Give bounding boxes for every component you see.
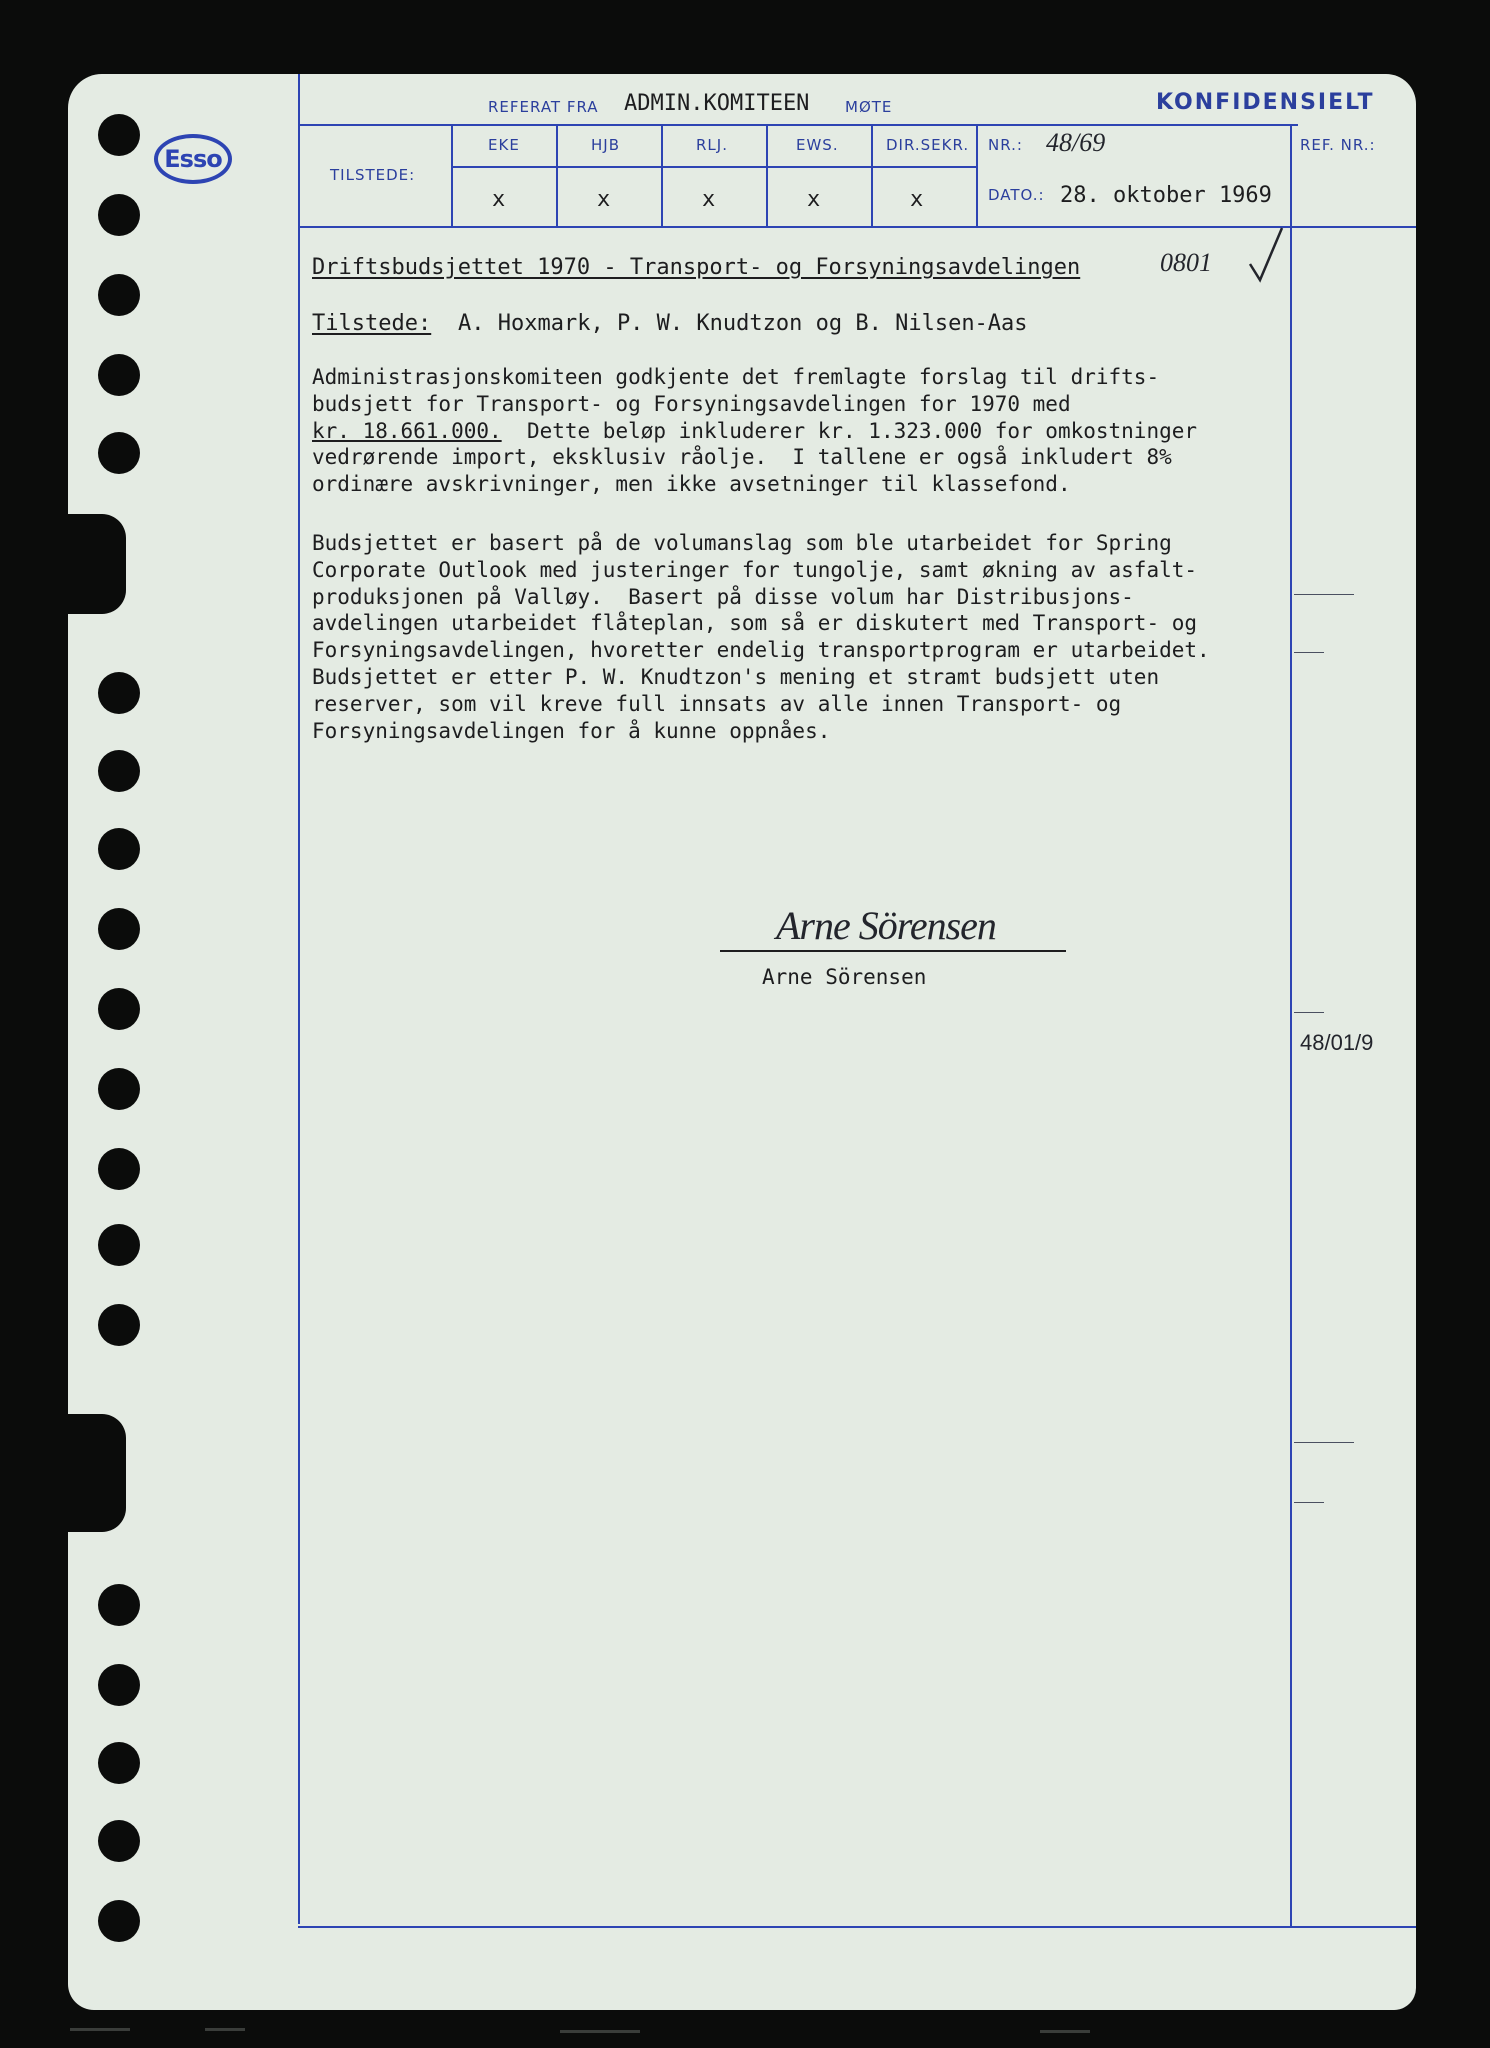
memo-sheet	[68, 74, 1416, 2010]
grid-divider	[976, 126, 978, 226]
esso-logo	[154, 134, 232, 184]
grid-divider	[661, 126, 663, 226]
column-header-eke: EKE	[488, 136, 520, 154]
binder-tab	[68, 514, 126, 614]
paragraph-line: vedrørende import, eksklusiv råolje. I tallene er også inkludert 8%	[312, 445, 1172, 470]
grid-divider	[556, 126, 558, 226]
paragraph-line: Administrasjonskomiteen godkjente det fremlagte forslag til drifts-	[312, 365, 1160, 389]
signature-line	[720, 950, 1066, 952]
committee-name: ADMIN.KOMITEEN	[624, 91, 810, 116]
paragraph-line: Budsjettet er basert på de volumanslag som ble utarbeidet for Spring	[312, 531, 1172, 555]
punch-hole	[98, 1664, 140, 1706]
budget-amount: kr. 18.661.000.	[312, 418, 502, 443]
punch-hole	[98, 274, 140, 316]
ref-nr-label: REF. NR.:	[1300, 136, 1376, 154]
filing-annotation: 0801	[1160, 248, 1212, 277]
punch-hole	[98, 988, 140, 1030]
attendance-mark: x	[702, 187, 716, 212]
signatory-name: Arne Sörensen	[762, 965, 927, 989]
attendance-mark: x	[492, 187, 506, 212]
footer-rule	[298, 1926, 1416, 1928]
punch-hole	[98, 1224, 140, 1266]
punch-hole	[98, 1900, 140, 1942]
margin-tick	[1294, 1442, 1354, 1443]
handwritten-signature: Arne Sörensen	[776, 903, 996, 948]
punch-hole	[98, 1820, 140, 1862]
paper-scrap	[1040, 2030, 1090, 2033]
paper-scrap	[70, 2028, 130, 2031]
esso-logo-text: Esso	[164, 145, 222, 173]
attendance-mark: x	[910, 187, 924, 212]
punch-hole	[98, 194, 140, 236]
header-rule	[298, 124, 1298, 126]
confidential-label: KONFIDENSIELT	[1156, 90, 1375, 115]
left-margin-rule	[298, 74, 300, 1924]
punch-hole	[98, 1584, 140, 1626]
column-header-hjb: HJB	[591, 136, 620, 154]
nr-value: 48/69	[1046, 128, 1106, 157]
present-names: A. Hoxmark, P. W. Knudtzon og B. Nilsen-Aas	[458, 311, 1028, 336]
punch-hole	[98, 1148, 140, 1190]
dato-value: 28. oktober 1969	[1060, 183, 1272, 208]
paragraph-line: Corporate Outlook med justeringer for tungolje, samt økning av asfalt-	[312, 557, 1198, 582]
punch-hole	[98, 672, 140, 714]
margin-tick	[1294, 1502, 1324, 1503]
checkmark-icon	[1246, 224, 1286, 284]
dato-label: DATO.:	[988, 186, 1045, 204]
nr-label: NR.:	[988, 136, 1023, 154]
paragraph-line: budsjett for Transport- og Forsyningsavdelingen for 1970 med	[312, 391, 1071, 416]
paper-scrap	[205, 2028, 245, 2031]
present-label: Tilstede:	[312, 311, 432, 336]
referat-fra-label: REFERAT FRA	[488, 98, 599, 116]
punch-hole	[98, 354, 140, 396]
margin-tick	[1294, 652, 1324, 653]
paragraph-line: Forsyningsavdelingen for å kunne oppnåes.	[312, 718, 831, 743]
column-header-rule	[451, 166, 976, 168]
punch-hole	[98, 432, 140, 474]
grid-divider	[871, 126, 873, 226]
column-header-ews: EWS.	[796, 136, 839, 154]
paragraph-line: produksjonen på Valløy. Basert på disse volum har Distribusjons-	[312, 584, 1134, 609]
grid-divider	[766, 126, 768, 226]
punch-hole	[98, 1742, 140, 1784]
column-header-rlj: RLJ.	[696, 136, 728, 154]
paragraph-line: Budsjettet er etter P. W. Knudtzon's mening et stramt budsjett uten	[312, 664, 1160, 689]
attendance-mark: x	[807, 187, 821, 212]
paragraph-line: avdelingen utarbeidet flåteplan, som så er diskutert med Transport- og	[312, 611, 1198, 636]
grid-divider	[451, 126, 453, 226]
punch-hole	[98, 1068, 140, 1110]
punch-hole	[98, 750, 140, 792]
memo-subject: Driftsbudsjettet 1970 - Transport- og Forsyningsavdelingen	[312, 255, 1081, 280]
paragraph-1	[312, 364, 1198, 498]
punch-hole	[98, 908, 140, 950]
punch-hole	[98, 114, 140, 156]
punch-hole	[98, 1304, 140, 1346]
right-margin-rule	[1290, 126, 1292, 1926]
paragraph-2	[312, 530, 1210, 744]
mote-label: MØTE	[845, 98, 893, 116]
column-header-dir-sekr: DIR.SEKR.	[886, 136, 970, 154]
binder-tab	[68, 1414, 126, 1532]
punch-hole	[98, 828, 140, 870]
margin-reference: 48/01/9	[1300, 1030, 1374, 1055]
margin-tick	[1294, 594, 1354, 595]
margin-tick	[1294, 1012, 1324, 1013]
paragraph-line: Forsyningsavdelingen, hvoretter endelig transportprogram er utarbeidet.	[312, 638, 1210, 663]
paragraph-line: reserver, som vil kreve full innsats av alle innen Transport- og	[312, 691, 1122, 716]
paragraph-line: ordinære avskrivninger, men ikke avsetninger til klassefond.	[312, 472, 1071, 497]
attendance-mark: x	[597, 187, 611, 212]
paper-scrap	[560, 2030, 640, 2033]
tilstede-label: TILSTEDE:	[330, 166, 416, 184]
paragraph-line-rest: Dette beløp inkluderer kr. 1.323.000 for omkostninger	[501, 418, 1198, 443]
paragraph-line-amount	[312, 418, 1198, 445]
